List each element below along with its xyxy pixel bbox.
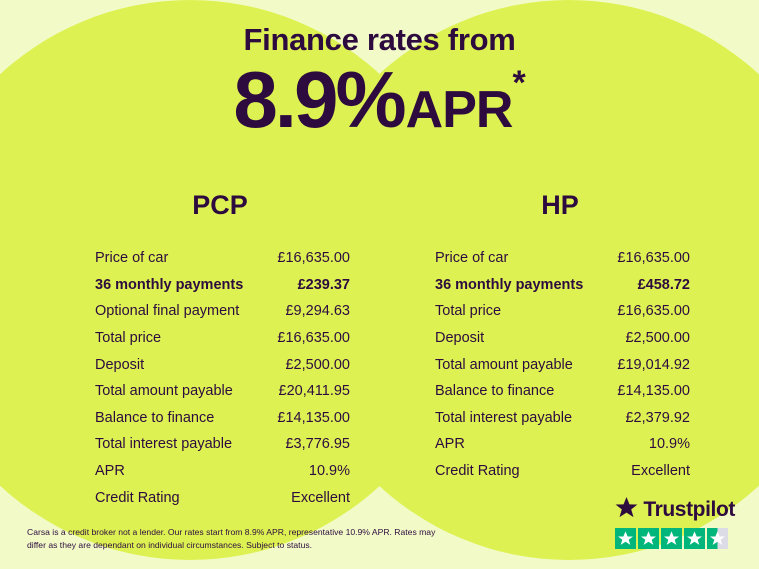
column-title-pcp: PCP — [192, 190, 248, 220]
table-row — [60, 245, 380, 272]
trustpilot-stars — [615, 528, 735, 549]
table-row — [400, 298, 720, 325]
table-row — [60, 325, 380, 352]
row-label: APR — [435, 436, 465, 453]
footnote-marker: * — [512, 64, 526, 102]
row-value: £3,776.95 — [285, 436, 350, 453]
row-value: £19,014.92 — [617, 356, 690, 373]
row-label: Deposit — [435, 330, 485, 347]
table-row — [60, 458, 380, 485]
table-row — [60, 484, 380, 511]
table-row — [60, 272, 380, 299]
row-value: £239.37 — [297, 276, 350, 293]
column-title-hp: HP — [541, 190, 579, 220]
row-label: Price of car — [435, 250, 509, 267]
row-label: Deposit — [95, 356, 145, 373]
finance-column-hp — [400, 190, 720, 484]
row-value: Excellent — [631, 463, 690, 480]
row-value: 10.9% — [648, 436, 690, 453]
table-row — [400, 431, 720, 458]
row-value: £16,635.00 — [617, 303, 690, 320]
row-label: Credit Rating — [95, 489, 180, 506]
row-label: Credit Rating — [435, 463, 520, 480]
row-label: 36 monthly payments — [435, 276, 584, 293]
headline-rate — [0, 55, 759, 144]
row-value: £16,635.00 — [617, 250, 690, 267]
table-row — [60, 298, 380, 325]
row-value: £2,500.00 — [625, 330, 690, 347]
table-row — [60, 351, 380, 378]
star-icon-filled — [615, 528, 636, 549]
row-value: £2,379.92 — [625, 409, 690, 426]
table-row — [400, 325, 720, 352]
page-title: Finance rates from — [243, 22, 516, 57]
row-value: Excellent — [291, 489, 350, 506]
table-row — [400, 378, 720, 405]
row-label: Total price — [95, 330, 162, 347]
row-label: Total price — [435, 303, 502, 320]
table-row — [400, 458, 720, 485]
row-label: Total interest payable — [95, 436, 233, 453]
row-label: Optional final payment — [95, 303, 240, 320]
star-icon-half — [707, 528, 728, 549]
trustpilot-rating — [615, 496, 735, 549]
row-value: £16,635.00 — [277, 330, 350, 347]
row-label: Price of car — [95, 250, 169, 267]
trustpilot-logo — [615, 496, 735, 524]
trustpilot-wordmark: Trustpilot — [643, 498, 735, 521]
table-row — [60, 431, 380, 458]
table-row — [60, 378, 380, 405]
star-icon-filled — [684, 528, 705, 549]
table-row — [400, 245, 720, 272]
row-value: £9,294.63 — [285, 303, 350, 320]
table-row — [400, 351, 720, 378]
trustpilot-star-icon — [615, 496, 638, 524]
row-value: £14,135.00 — [617, 383, 690, 400]
row-value: £16,635.00 — [277, 250, 350, 267]
legal-disclaimer: Carsa is a credit broker not a lender. Our rates start from 8.9% APR, representative 10.9% APR. Rates may differ as they are dependant on individual circumstances. Subject to status. — [27, 527, 436, 550]
row-value: 10.9% — [308, 463, 350, 480]
rate-unit: APR — [405, 81, 513, 139]
row-value: £2,500.00 — [285, 356, 350, 373]
rate-value: 8.9% — [233, 55, 404, 144]
row-label: APR — [95, 463, 125, 480]
row-label: Balance to finance — [95, 409, 215, 426]
row-label: 36 monthly payments — [95, 276, 244, 293]
table-row — [400, 405, 720, 432]
row-label: Balance to finance — [435, 383, 555, 400]
star-icon-filled — [638, 528, 659, 549]
row-label: Total amount payable — [95, 383, 233, 400]
row-value: £20,411.95 — [278, 383, 350, 400]
row-value: £14,135.00 — [277, 409, 350, 426]
row-label: Total interest payable — [435, 409, 573, 426]
row-value: £458.72 — [637, 276, 690, 293]
star-icon-filled — [661, 528, 682, 549]
row-label: Total amount payable — [435, 356, 573, 373]
table-row — [400, 272, 720, 299]
table-row — [60, 405, 380, 432]
finance-column-pcp — [60, 190, 380, 511]
